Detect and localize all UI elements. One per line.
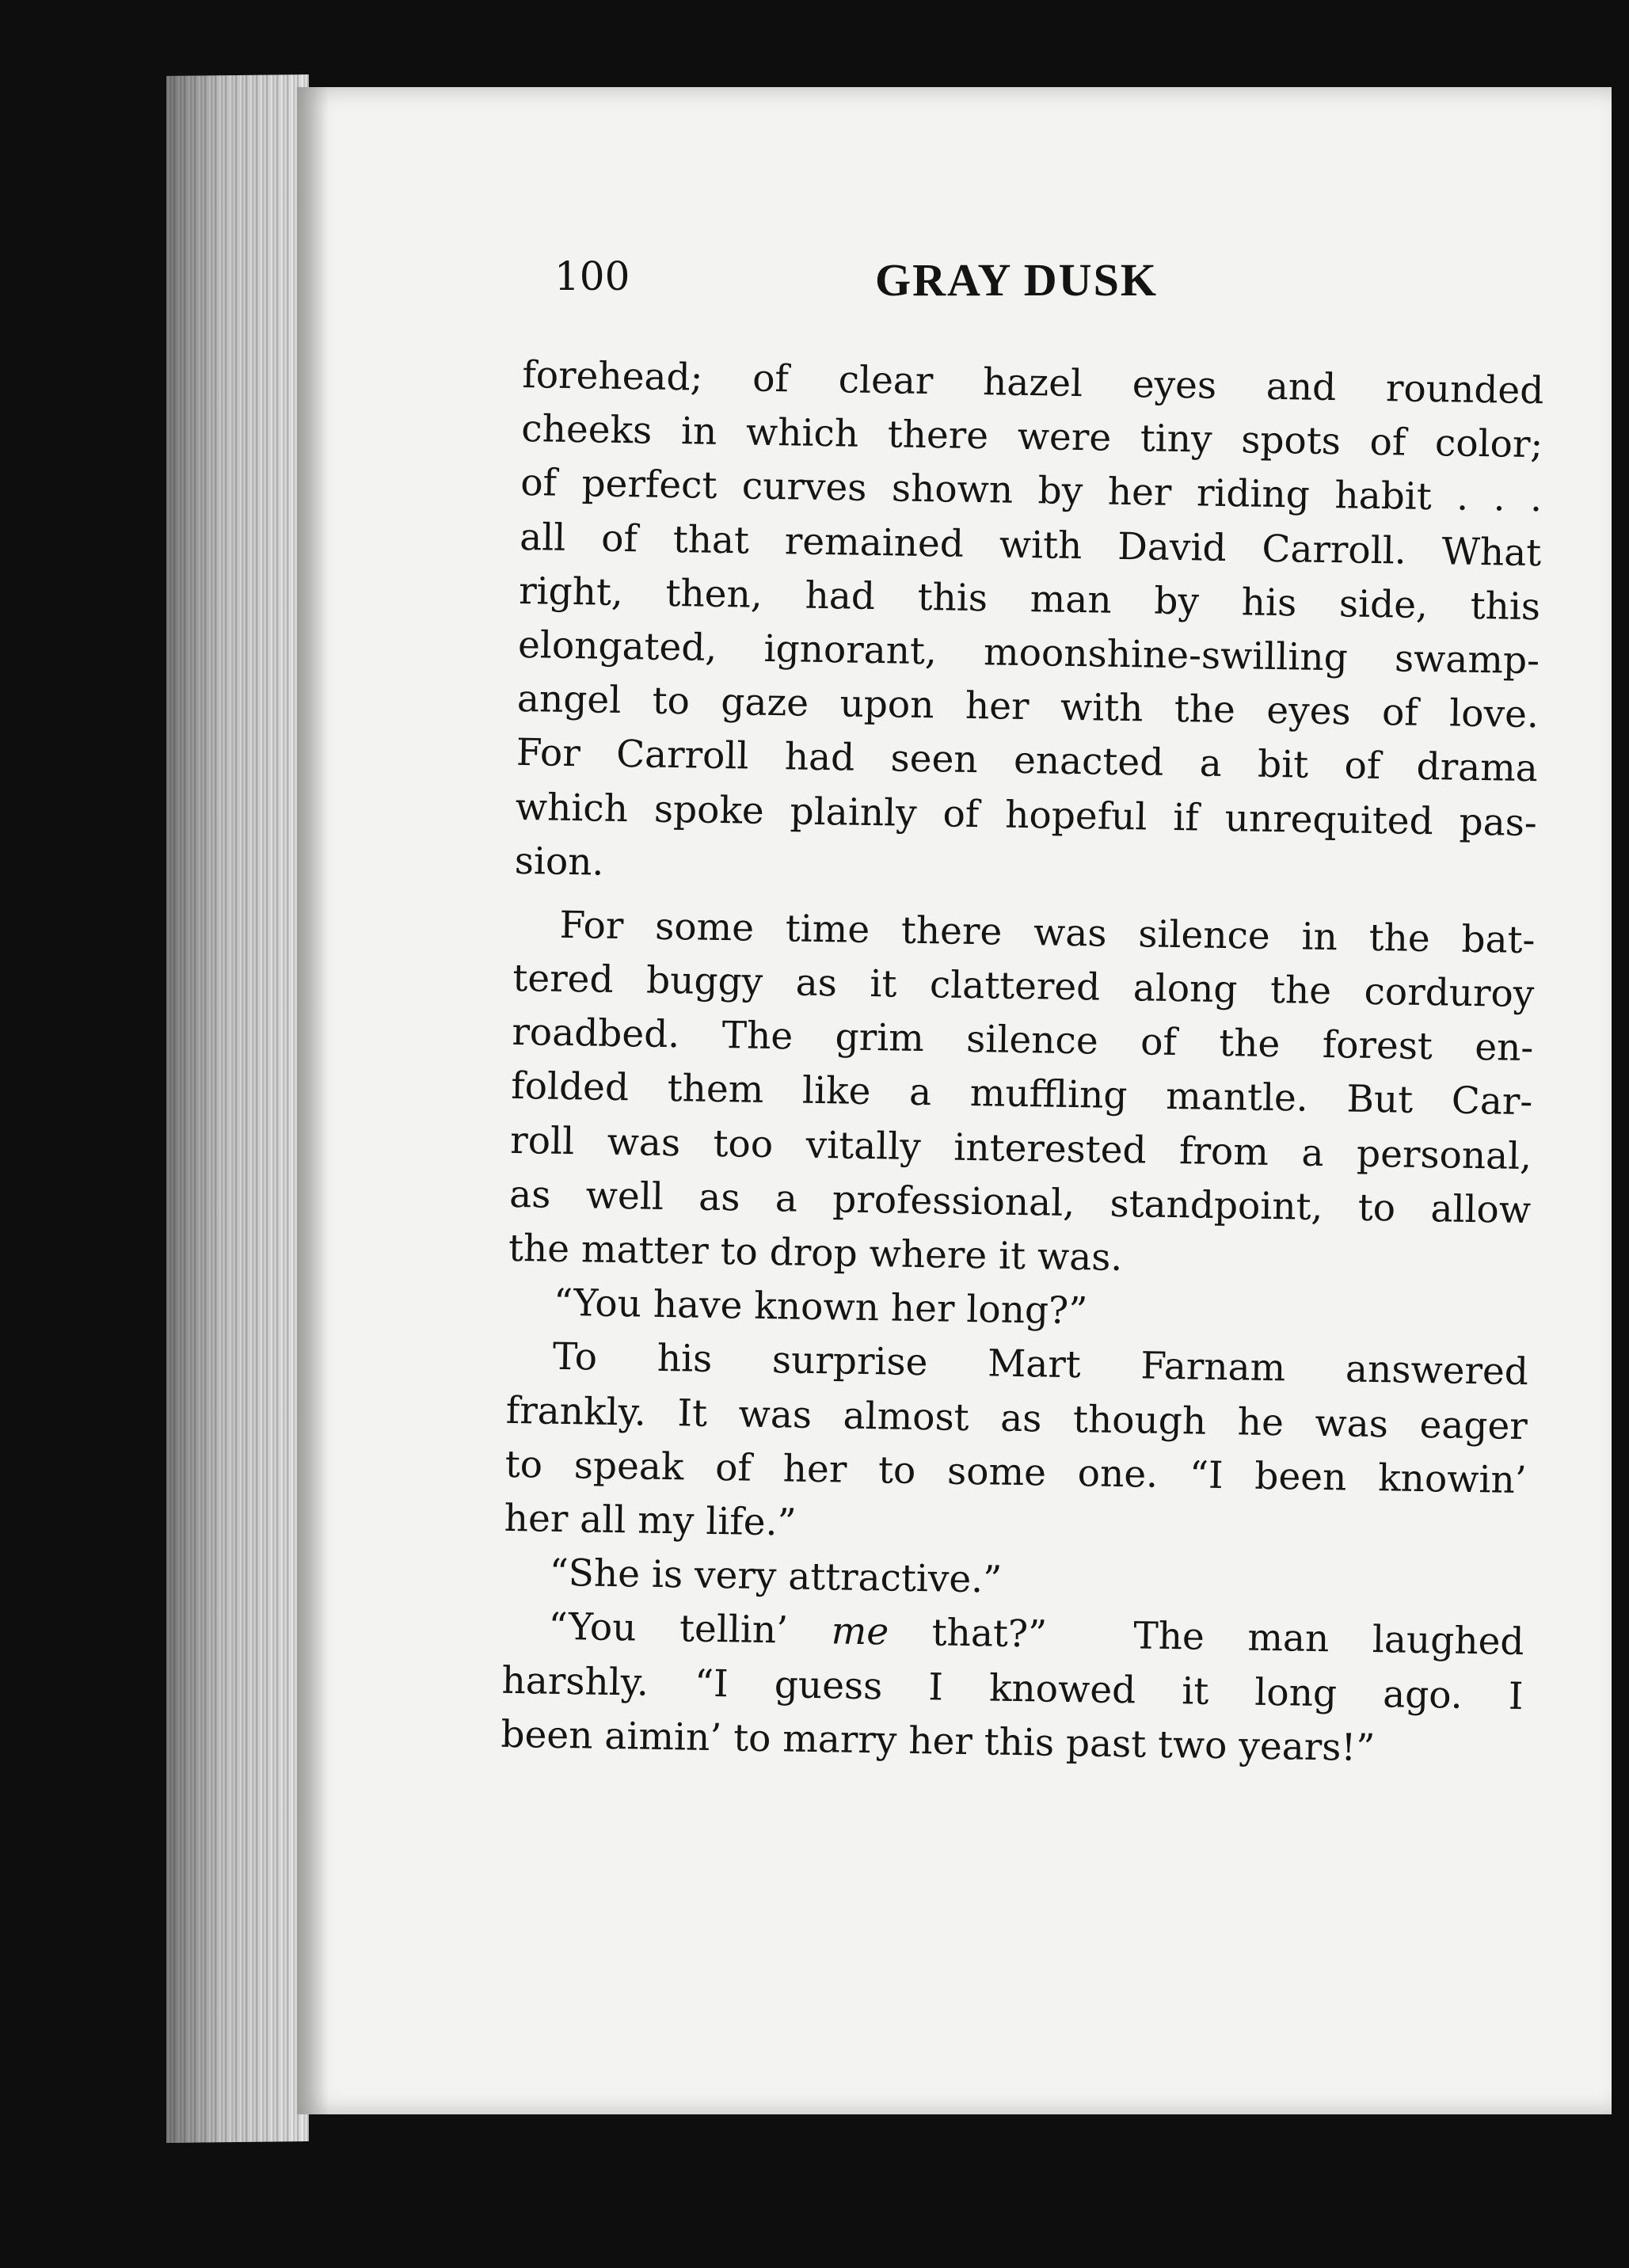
text-line: frankly. It was almost as though he was eager (505, 1388, 1528, 1448)
text-line: her all my life.” (504, 1496, 797, 1545)
text-line: roll was too vitally interested from a personal, (509, 1118, 1532, 1178)
text-line: which spoke plainly of hopeful if unrequited pas- (515, 785, 1538, 845)
running-title: GRAY DUSK (875, 254, 1158, 306)
page-header (554, 253, 1251, 317)
text-line: harshly. “I guess I knowed it long ago. I (501, 1658, 1524, 1718)
text-line: all of that remained with David Carroll. What (519, 515, 1542, 575)
gutter-shadow (297, 87, 329, 2114)
quote-closing: that?” (888, 1610, 1048, 1657)
text-line: been aimin’ to marry her this past two years!” (500, 1712, 1376, 1770)
text-line: to speak of her to some one. “I been knowin’ (504, 1442, 1528, 1502)
emphasized-word: me (831, 1609, 889, 1654)
book-page (297, 87, 1612, 2114)
text-line: For Carroll had seen enacted a bit of drama (516, 731, 1539, 791)
text-line: sion. (514, 839, 604, 885)
text-line: For some time there was silence in the bat- (559, 903, 1536, 963)
text-line: elongated, ignorant, moonshine-swilling swamp- (517, 622, 1540, 683)
text-line: forehead; of clear hazel eyes and rounded (522, 352, 1544, 413)
text-line: “You have known her long?” (553, 1281, 1088, 1334)
text-line: cheeks in which there were tiny spots of color; (520, 407, 1543, 467)
text-line: “She is very attractive.” (549, 1551, 1003, 1602)
text-line: of perfect curves shown by her riding habit . . . (520, 461, 1543, 521)
text-line: roadbed. The grim silence of the forest en- (512, 1010, 1534, 1071)
text-line: as well as a professional, standpoint, to allow (508, 1172, 1532, 1232)
text-line: right, then, had this man by his side, this (518, 569, 1541, 629)
text-line: angel to gaze upon her with the eyes of love. (516, 677, 1540, 737)
book-page-edges (166, 74, 309, 2143)
page-number: 100 (554, 253, 630, 299)
text-line: folded them like a muffling mantle. But Car- (510, 1064, 1533, 1124)
text-line: tered buggy as it clattered along the corduroy (512, 956, 1535, 1017)
quote-opening: “You tellin’ (548, 1605, 832, 1653)
text-line: To his surprise Mart Farnam answered (552, 1335, 1529, 1395)
line-remainder: The man laughed (1132, 1614, 1524, 1665)
body-text (500, 348, 1544, 1778)
text-line: the matter to drop where it was. (508, 1226, 1123, 1281)
